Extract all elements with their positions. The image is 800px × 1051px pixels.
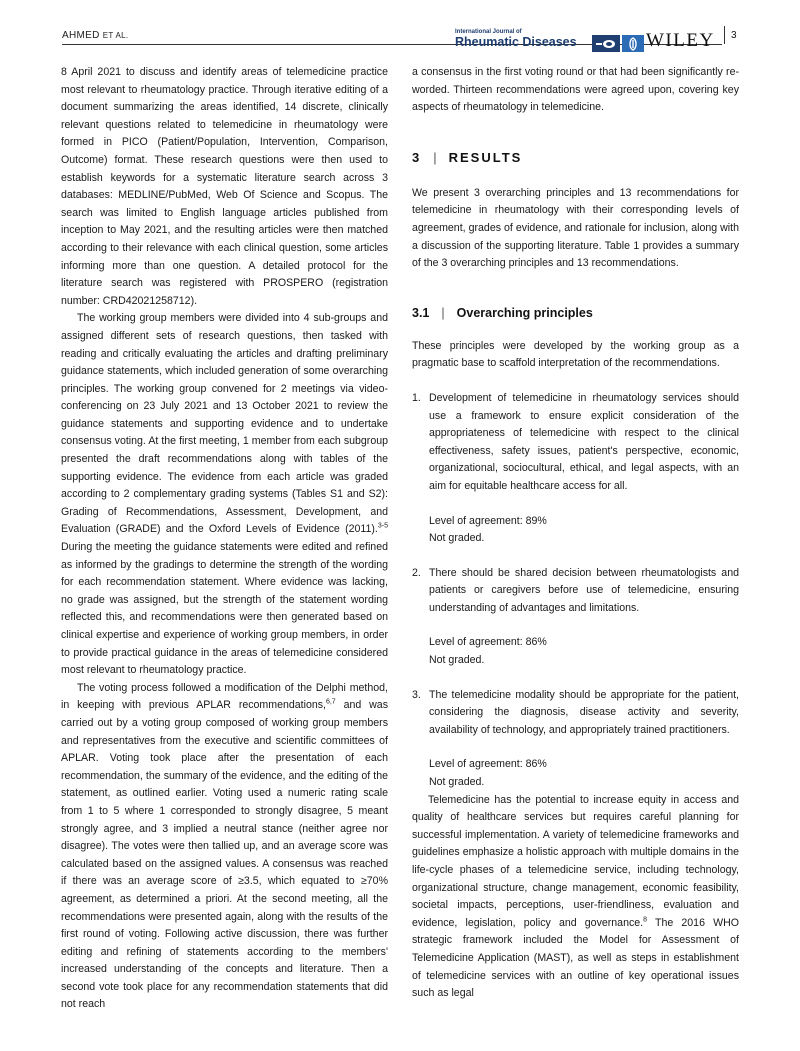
methods-paragraph-2-text-a: The working group members were divided into 4 sub-groups and assigned different sets of research questions, then tasked with reading and critically evaluating the articles and drafting preliminary guidance statements, which included generation of some overarching principles. The working group convened for 2 meetings via video-conferencing on 23 July 2021 and 13 October 2021 to review the guidance statements and supporting evidence and to undertake consensus voting. At the first meeting, 1 member from each subgroup presented the draft recommendations along with tables of the supporting evidence. The evidence from each article was graded according to 2 complementary grading systems (Tables S1 and S2): Grading of Recommendations, Assessment, Development, and Evaluation (GRADE) and the Oxford Levels of Evidence (2011). [61, 312, 388, 536]
methods-paragraph-3-text-b: and was carried out by a voting group composed of working group members and representatives from the executive and scientific committees of APLAR. Voting took place after the presentation of each recommendation, the summary of the evidence, and the editing of the statement, as outlined earlier. Voting used a numeric rating scale from 1 to 5 where 1 corresponded to strongly disagree, 5 meant strongly agree, and 3 implied a neutral stance (neither agree nor disagree). The votes were then tallied up, and an average score was calculated based on the assigned values. A consensus was reached if there was an average score of ≥3.5, which equated to ≥70% agreement, as determined a priori. At the second meeting, all the recommendations were presented again, along with the results of the first round of voting. Following active discussion, there was further editing and refining of statements according to the members' increased understanding of the concepts and literature. Then a second vote took place for any recommendation statements that did not reach [61, 699, 388, 1011]
principle-item-2 [412, 565, 739, 618]
heading-separator: | [433, 149, 437, 165]
citation-3-5: 3-5 [377, 522, 388, 530]
discussion-paragraph-text-b: The 2016 WHO strategic framework included the Model for Assessment of Telemedicine Application (MAST), as well as steps in establishment of telemedicine services with an outline of key operational issues such as legal [412, 916, 740, 1000]
agreement-level-2: Level of agreement: 86% [429, 636, 547, 649]
subsection-number: 3.1 [412, 305, 430, 320]
results-heading [412, 150, 739, 165]
principles-list [412, 565, 739, 618]
discussion-paragraph-text-a: Telemedicine has the potential to increase equity in access and quality of healthcare services but requires careful planning for successful implementation. A variety of telemedicine frameworks and guidelines emphasize a holistic approach with multiple domains in the life-cycle phases of a telemedicine service, including technology, organizational structure, change management, economic feasibility, societal impacts, perceptions, user-friendliness, evaluation and evidence, legislation, policy and governance. [412, 793, 739, 929]
principles-list [412, 687, 739, 740]
overarching-principles-heading [412, 306, 739, 320]
agreement-level-1: Level of agreement: 89% [429, 514, 547, 527]
methods-paragraph-3-text-a: The voting process followed a modification of the Delphi method, in keeping with previous APLAR recommendations, [61, 681, 388, 712]
results-section-title: RESULTS [448, 149, 523, 165]
page-header [0, 0, 800, 60]
methods-paragraph-3 [61, 680, 388, 1014]
subsection-title: Overarching principles [456, 305, 593, 320]
principle-number: 2. [412, 566, 421, 579]
methods-paragraph-continued: a consensus in the first voting round or that had been significantly re-worded. Thirteen recommendations were agreed upon, covering key aspects of rheumatology in telemedicine. [412, 66, 739, 114]
methods-paragraph-2-text-b: During the meeting the guidance statements were edited and refined as informed by the gradings to determine the strength of the wording for each recommendation statement. Where evidence was lacking, no grade was assigned, but the strength of the statement wording reflected this, and recommendations were then generated based on clinical expertise and experience of working group members, in order to provide practical guidance in the areas of telemedicine considered most relevant to rheumatology practice. [61, 541, 388, 677]
right-column [412, 64, 739, 1003]
principle-number: 1. [412, 391, 421, 404]
principle-item-3 [412, 687, 739, 740]
heading-separator: | [441, 305, 445, 320]
principles-intro-paragraph: These principles were developed by the working group as a pragmatic base to scaffold interpretation of the recommendations. [412, 339, 739, 370]
citation-8: 8 [643, 916, 648, 924]
results-section-number: 3 [412, 149, 422, 165]
principles-list [412, 390, 739, 496]
principle-item-1 [412, 390, 739, 496]
grade-1: Not graded. [429, 532, 485, 545]
methods-paragraph-1: 8 April 2021 to discuss and identify areas of telemedicine practice most relevant to rheumatology practice. Through iterative editing of a document summarizing the areas identified, 14 discrete, clinically relevant questions related to telemedicine in rheumatology were formed in PICO (Patient/Population, Intervention, Comparison, Outcome) format. These research questions were then used to establish keywords for a systematic literature search across 3 databases: MEDLINE/PubMed, Web Of Science and Scopus. The search was limited to English language articles published from inception to May 2021, and the resulting articles were then matched according to their relevance with each clinical question, some articles informing more than one question. A detailed protocol for the literature search was registered with PROSPERO (registration number: CRD42021258712). [61, 66, 388, 307]
grade-3: Not graded. [429, 776, 485, 789]
left-column [61, 64, 388, 1014]
citation-6-7: 6,7 [325, 698, 336, 706]
methods-paragraph-2 [61, 310, 388, 679]
grade-2: Not graded. [429, 654, 485, 667]
aplar-logo-icon [622, 35, 644, 52]
running-head-author: AHMED [62, 30, 100, 41]
discussion-paragraph [412, 792, 739, 1003]
journal-title [455, 29, 577, 49]
running-head [62, 30, 128, 41]
journal-title-big: Rheumatic Diseases [455, 35, 577, 49]
principle-text: Development of telemedicine in rheumatology services should use a framework to ensure explicit consideration of the appropriateness of telemedicine with respect to the clinical effectiveness, safety issues, patient's perspective, economic, organizational, sociocultural, ethical, and legal aspects, with an aim for equitable healthcare access for all. [429, 391, 739, 492]
page-number: 3 [731, 30, 737, 41]
society-logo-icon [592, 35, 620, 52]
publisher-logo: WILEY [646, 30, 715, 51]
results-intro-paragraph: We present 3 overarching principles and 13 recommendations for telemedicine in rheumatology with their corresponding levels of agreement, grades of evidence, and rationale for inclusion, along with a discussion of the supporting literature. Table 1 provides a summary of the 3 overarching principles and 13 recommendations. [412, 186, 739, 270]
principle-text: There should be shared decision between rheumatologists and patients or caregivers before use of telemedicine, ensuring understanding of advantages and limitations. [429, 566, 739, 614]
running-head-etal: ET AL. [102, 31, 129, 40]
header-divider [724, 26, 725, 44]
journal-title-small: International Journal of [455, 29, 522, 35]
principle-text: The telemedicine modality should be appropriate for the patient, considering the diagnosis, disease activity and severity, availability of technology, and appropriately trained practitioners. [429, 688, 739, 736]
principle-number: 3. [412, 688, 421, 701]
agreement-level-3: Level of agreement: 86% [429, 758, 547, 771]
